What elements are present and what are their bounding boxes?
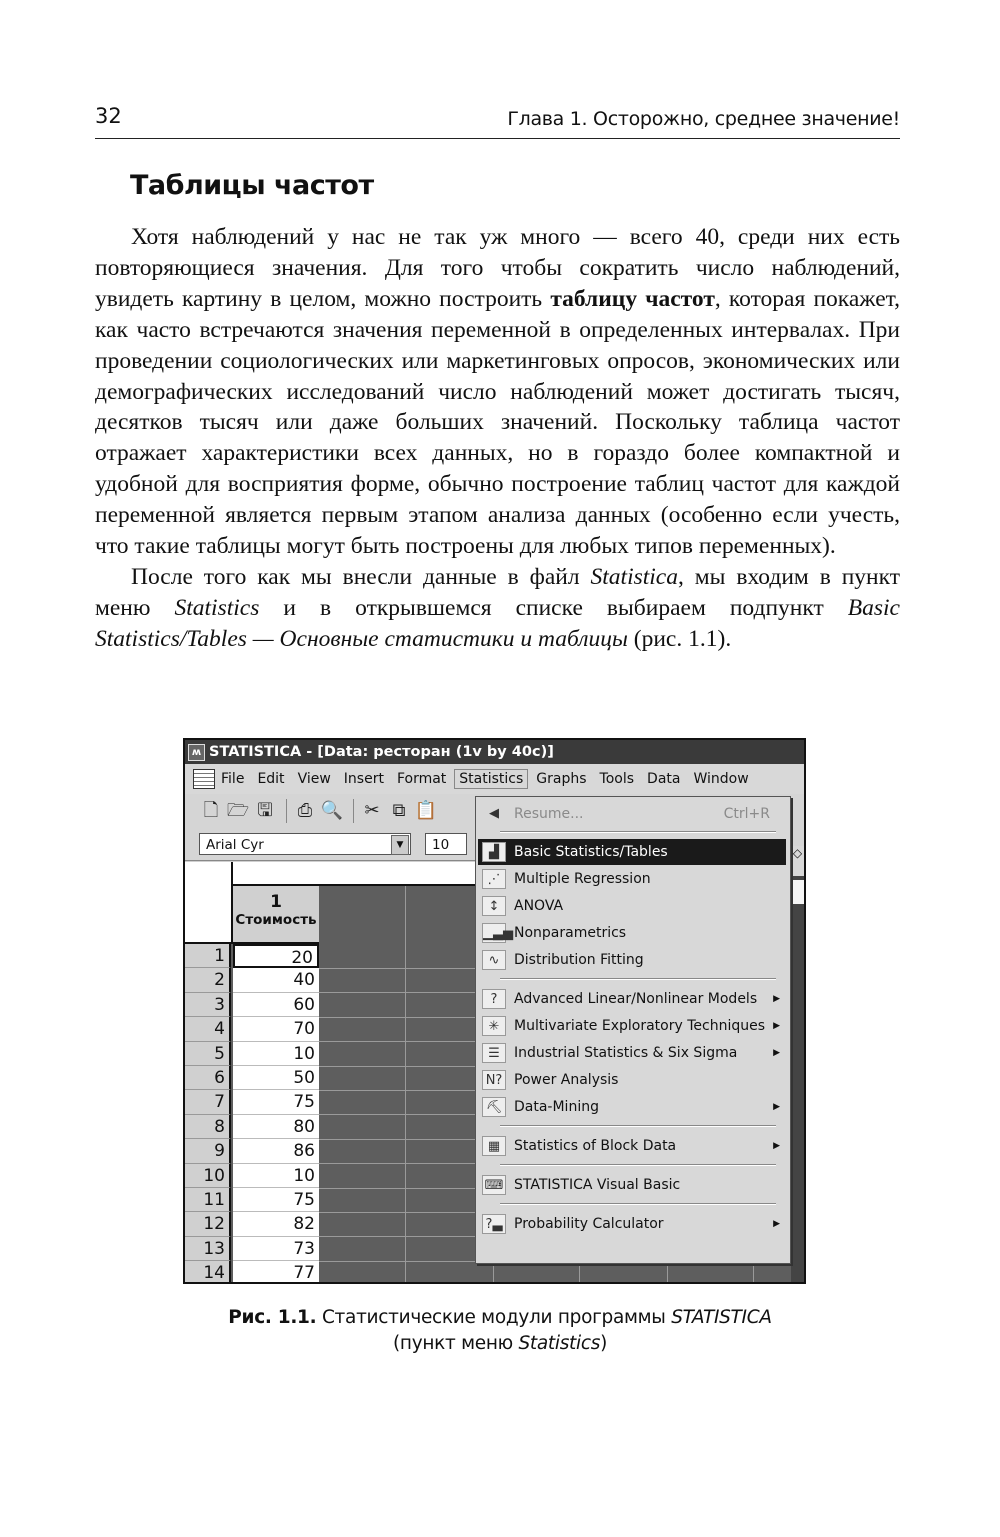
paragraph-1: Хотя наблюдений у нас не так уж много — всего 40, среди них есть повторяющиеся значения. Для того чтобы сократить число наблюдений, увидеть картину в целом, можно построить таблицу частот, которая покажет, как часто встречаются значения переменной в определенных интервалах. При проведении социологических или маркетинговых опросов, экономических или демографических исследований число наблюдений может достигать тысяч, десятков тысяч или даже больших значений. Поскольку таблица частот отражает характеристики всех данных, но в гораздо более компактной и удобной для восприятия форме, обычно построение таблиц частот для каждой переменной является первым этапом анализа данных (особенно если учесть, что такие таблицы могут быть построены для любых типов переменных). xyxy=(95,224,901,560)
menu-graphs[interactable]: Graphs xyxy=(536,771,587,787)
font-name-select[interactable]: Arial Cyr ▼ xyxy=(199,833,411,855)
menu-format[interactable]: Format xyxy=(396,771,447,787)
menu-item-resume[interactable]: ◀ Resume... Ctrl+R xyxy=(478,801,786,827)
print-icon[interactable]: ⎙ xyxy=(297,800,313,821)
menu-item-probability-calculator[interactable]: ?▃ Probability Calculator ▶ xyxy=(478,1211,786,1237)
menu-item-visual-basic[interactable]: ⌨ STATISTICA Visual Basic xyxy=(478,1172,786,1198)
anova-icon: ↕ xyxy=(482,896,506,916)
chevron-down-icon[interactable]: ▼ xyxy=(391,835,409,855)
table-row: 6 50 xyxy=(185,1066,804,1090)
paste-icon[interactable]: 📋 xyxy=(414,800,438,821)
submenu-arrow-icon: ▶ xyxy=(773,994,780,1004)
menu-tools[interactable]: Tools xyxy=(599,771,635,787)
menu-edit[interactable]: Edit xyxy=(257,771,285,787)
table-row: 13 73 xyxy=(185,1237,804,1261)
grid-corner[interactable] xyxy=(185,862,233,944)
fill-color-icon[interactable]: ◇ xyxy=(791,846,804,876)
menu-item-anova[interactable]: ↕ ANOVA xyxy=(478,893,786,919)
new-icon[interactable]: 🗋 xyxy=(203,800,219,821)
menu-item-nonparametrics[interactable]: ▁▃▅ Nonparametrics xyxy=(483,925,627,941)
menu-item-distribution-fitting[interactable]: ∿ Distribution Fitting xyxy=(478,947,786,973)
block-data-table-icon: ▦ xyxy=(482,1136,506,1156)
toolbar-separator xyxy=(353,799,354,823)
menu-separator xyxy=(500,831,776,833)
advanced-models-icon: ? xyxy=(482,989,506,1009)
submenu-arrow-icon: ▶ xyxy=(773,1048,780,1058)
menu-window[interactable]: Window xyxy=(693,771,749,787)
regression-scatter-icon: ⋰ xyxy=(482,869,506,889)
menu-view[interactable]: View xyxy=(297,771,331,787)
menu-item-power-analysis[interactable]: N? Power Analysis xyxy=(478,1067,786,1093)
table-row: 7 75 xyxy=(185,1090,804,1114)
table-row: 5 10 xyxy=(185,1042,804,1066)
table-row: 8 80 xyxy=(185,1115,804,1139)
menu-file[interactable]: File xyxy=(221,771,245,787)
open-icon[interactable]: 🗁 xyxy=(226,800,250,821)
nonparametrics-icon: ▁▃▅ xyxy=(482,923,506,943)
table-row: 9 86 xyxy=(185,1139,804,1163)
column-header[interactable]: 1 Стоимость xyxy=(233,886,319,944)
menu-item-multiple-regression[interactable]: ⋰ Multiple Regression xyxy=(478,866,786,892)
window-title: STATISTICA - [Data: ресторан (1v by 40c)] xyxy=(209,744,554,760)
table-row: 11 75 xyxy=(185,1188,804,1212)
print-preview-icon[interactable]: 🔍 xyxy=(320,800,344,821)
vertical-scrollbar[interactable] xyxy=(791,846,804,1284)
figure-label: Рис. 1.1. xyxy=(228,1307,317,1328)
menu-separator xyxy=(500,978,776,980)
window-titlebar xyxy=(185,740,804,764)
menu-item-basic-statistics[interactable]: ▟ Basic Statistics/Tables xyxy=(478,839,786,865)
submenu-arrow-icon: ▶ xyxy=(773,1141,780,1151)
submenu-arrow-icon: ▶ xyxy=(773,1102,780,1112)
chapter-title: Глава 1. Осторожно, среднее значение! xyxy=(507,108,900,130)
font-size-select[interactable]: 10 xyxy=(425,833,467,855)
basic-stats-chart-icon: ▟ xyxy=(482,842,506,862)
paragraph-2: После того как мы внесли данные в файл Statistica, мы входим в пункт меню Statistics и в открывшемся списке выбираем подпункт Basic Statistics/Tables — Основные статистики и таблицы (рис. 1.1). xyxy=(95,563,900,652)
industrial-stats-icon: ☰ xyxy=(482,1043,506,1063)
distribution-curve-icon: ∿ xyxy=(482,950,506,970)
cut-icon[interactable]: ✂ xyxy=(364,800,380,821)
running-head xyxy=(95,100,900,139)
menu-separator xyxy=(500,1164,776,1166)
menu-data[interactable]: Data xyxy=(647,771,681,787)
table-row: 14 77 xyxy=(185,1261,804,1284)
page-number: 32 xyxy=(95,104,122,128)
statistics-dropdown-menu xyxy=(475,796,791,1264)
scrollbar-thumb[interactable] xyxy=(791,880,804,904)
menu-item-industrial-statistics[interactable]: ☰ Industrial Statistics & Six Sigma ▶ xyxy=(478,1040,786,1066)
submenu-arrow-icon: ▶ xyxy=(773,1021,780,1031)
menu-separator xyxy=(500,1203,776,1205)
menu-separator xyxy=(500,1125,776,1127)
table-row: 10 10 xyxy=(185,1164,804,1188)
menu-item-multivariate[interactable]: ✳ Multivariate Exploratory Techniques ▶ xyxy=(478,1013,786,1039)
probability-calculator-icon: ?▃ xyxy=(482,1214,506,1234)
statistica-app-icon: ʍ xyxy=(188,744,205,761)
bold-term: таблицу частот xyxy=(550,285,715,312)
spreadsheet-doc-icon[interactable] xyxy=(193,769,215,789)
resume-arrow-icon: ◀ xyxy=(489,806,499,821)
figure-caption: Рис. 1.1. Статистические модули программы STATISTICA (пункт меню Statistics) xyxy=(228,1307,772,1354)
table-row: 1 20 xyxy=(185,944,804,968)
menu-item-block-data[interactable]: ▦ Statistics of Block Data ▶ xyxy=(478,1133,786,1159)
body-text xyxy=(95,222,900,655)
menubar xyxy=(185,764,804,794)
copy-icon[interactable]: ⧉ xyxy=(392,800,406,821)
menu-item-data-mining[interactable]: ⛏ Data-Mining ▶ xyxy=(478,1094,786,1120)
toolbar-separator xyxy=(286,799,287,823)
save-icon[interactable]: 🖫 xyxy=(257,800,273,821)
menu-statistics[interactable]: Statistics xyxy=(454,769,528,789)
data-mining-drill-icon: ⛏ xyxy=(482,1097,506,1117)
menu-item-advanced-models[interactable]: ? Advanced Linear/Nonlinear Models ▶ xyxy=(478,986,786,1012)
menu-insert[interactable]: Insert xyxy=(343,771,384,787)
table-row: 4 70 xyxy=(185,1017,804,1041)
table-row: 12 82 xyxy=(185,1212,804,1236)
section-title: Таблицы частот xyxy=(130,170,374,201)
power-analysis-icon: N? xyxy=(482,1070,506,1090)
statistica-screenshot xyxy=(183,738,806,1284)
multivariate-icon: ✳ xyxy=(482,1016,506,1036)
visual-basic-icon: ⌨ xyxy=(482,1175,506,1195)
submenu-arrow-icon: ▶ xyxy=(773,1219,780,1229)
table-row: 2 40 xyxy=(185,968,804,992)
table-row: 3 60 xyxy=(185,993,804,1017)
